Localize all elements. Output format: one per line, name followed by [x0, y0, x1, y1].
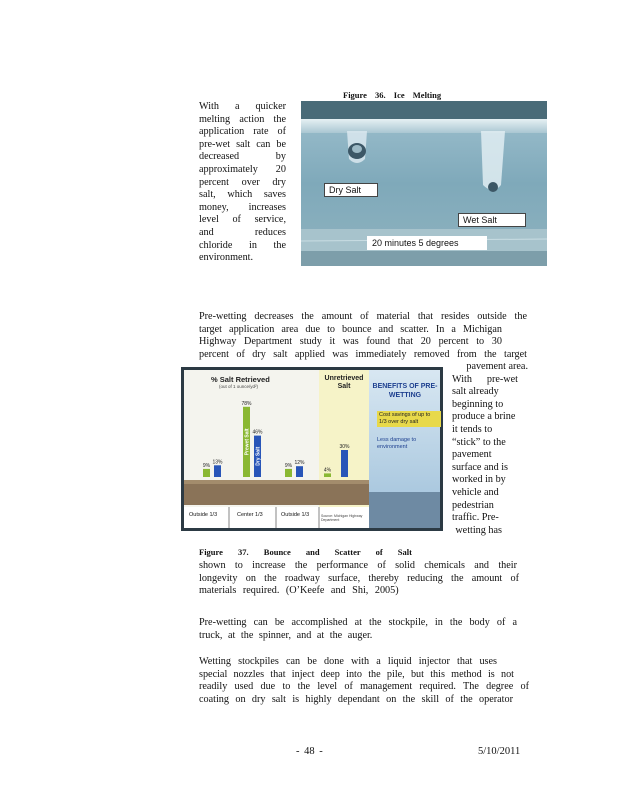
intro-line: salt, which saves: [199, 189, 286, 201]
prewet-methods-paragraph: [199, 617, 517, 642]
intro-line: level of service,: [199, 214, 286, 226]
figure-37-caption: Figure 37. Bounce and Scatter of Salt: [199, 547, 412, 557]
footer-date: 5/10/2011: [478, 746, 521, 757]
intro-line: decreased by: [199, 151, 286, 163]
bounce-side-line: pavement: [452, 449, 492, 461]
bounce-side-line: traffic. Pre-: [452, 512, 499, 524]
stockpile-line: readily used due to the level of management required. The degree of: [199, 681, 529, 693]
wet-salt-label: Wet Salt: [458, 213, 526, 227]
bounce-tail-line: materials required. (O’Keefe and Shi, 2005): [199, 585, 399, 597]
unretrieved-value-label: 30%: [339, 444, 350, 450]
category-label-outside-left: Outside 1/3: [189, 512, 218, 518]
bounce-tail: [199, 560, 519, 598]
stockpile-line: special nozzles that inject deep into the pile, but this method is not: [199, 668, 514, 680]
bounce-side-line: With pre-wet: [452, 373, 518, 385]
dry-salt-label: Dry Salt: [324, 183, 378, 197]
unretrieved-bar-prewet: [324, 473, 331, 477]
bounce-side-line: worked in by: [452, 474, 506, 486]
benefit-item-cost: Cost savings of up to 1/3 over dry salt: [377, 411, 441, 427]
bounce-side-line: vehicle and: [452, 486, 499, 498]
bar-series-label: Prewet Salt: [244, 428, 251, 456]
bar-value-label: 9%: [284, 462, 293, 469]
bar-value-label: 13%: [212, 459, 223, 466]
intro-line: approximately 20: [199, 163, 286, 175]
bounce-side-line: salt already: [452, 386, 499, 398]
bounce-side-line: wetting has: [455, 524, 502, 536]
bar-series-label: Dry Salt: [255, 446, 262, 466]
bounce-line: percent of dry salt applied was immediately removed from the target: [199, 348, 527, 360]
intro-line: application rate of: [199, 126, 286, 138]
bar-value-label: 9%: [202, 462, 211, 469]
bar-prewet-salt-0: [203, 469, 210, 477]
stockpile-line: coating on dry salt is highly dependant on the skill of the operator: [199, 693, 513, 705]
intro-line: percent over dry: [199, 176, 286, 188]
page-number: - 48 -: [296, 746, 323, 757]
bounce-side-line: “stick” to the: [452, 436, 506, 448]
intro-line: With a quicker: [199, 101, 286, 112]
bounce-side-line: beginning to: [452, 398, 504, 410]
category-label-center: Center 1/3: [237, 512, 263, 518]
bounce-line: Highway Department study it was found that 20 percent to 30: [199, 336, 502, 348]
bounce-paragraph: [199, 311, 527, 361]
intro-line: money, increases: [199, 201, 286, 213]
bounce-tail-line: shown to increase the performance of solid chemicals and their: [199, 560, 517, 571]
bounce-tail-line: longevity on the roadway surface, thereby reducing the amount of: [199, 572, 519, 584]
bounce-side-line: surface and is: [452, 461, 509, 473]
intro-paragraph: [199, 101, 286, 265]
unretrieved-title: Unretrieved Salt: [324, 375, 364, 390]
bounce-scatter-figure: [181, 367, 443, 531]
intro-line: chloride in the: [199, 239, 286, 251]
chart-subtitle: (out of 1 ounce/yd²): [219, 384, 259, 389]
unretrieved-value-label: 4%: [323, 467, 332, 474]
unretrieved-bar-dry: [341, 450, 348, 477]
bounce-side-line: it tends to: [452, 423, 493, 435]
benefits-title: BENEFITS OF PRE-WETTING: [372, 383, 438, 399]
bar-value-label: 46%: [252, 429, 263, 436]
intro-line: and reduces: [199, 226, 286, 238]
category-label-outside-right: Outside 1/3: [281, 512, 310, 518]
bounce-side-line: pavement area.: [466, 361, 528, 372]
stockpile-line: Wetting stockpiles can be done with a liquid injector that uses: [199, 656, 497, 667]
bar-value-label: 12%: [294, 460, 305, 467]
bar-value-label: 78%: [241, 400, 252, 407]
bounce-side-line: pedestrian: [452, 499, 494, 511]
benefit-item-environment: Less damage to environment: [377, 437, 417, 450]
bounce-line: target application area due to bounce and scatter. In a Michigan: [199, 323, 502, 335]
ice-melting-photo: [301, 101, 547, 266]
stockpile-paragraph: [199, 656, 529, 706]
bounce-side-line: produce a brine: [452, 411, 516, 423]
condition-label: 20 minutes 5 degrees: [367, 236, 487, 250]
bar-prewet-salt-2: [285, 469, 292, 477]
figure-36-caption: Figure 36. Ice Melting: [343, 90, 442, 100]
intro-line: environment.: [199, 252, 254, 264]
bounce-line: Pre-wetting decreases the amount of material that resides outside the: [199, 311, 527, 322]
source-note: Source: Michigan Highway Department: [321, 514, 363, 522]
chart-title: % Salt Retrieved: [211, 375, 270, 384]
intro-line: melting action the: [199, 113, 286, 125]
bar-dry-salt-0: [214, 465, 221, 477]
bounce-side-column: [452, 361, 528, 537]
prewet-methods-line: Pre-wetting can be accomplished at the stockpile, in the body of a: [199, 617, 517, 628]
prewet-methods-line: truck, at the spinner, and at the auger.: [199, 629, 373, 641]
bar-dry-salt-2: [296, 466, 303, 477]
intro-line: pre-wet salt can be: [199, 138, 286, 150]
